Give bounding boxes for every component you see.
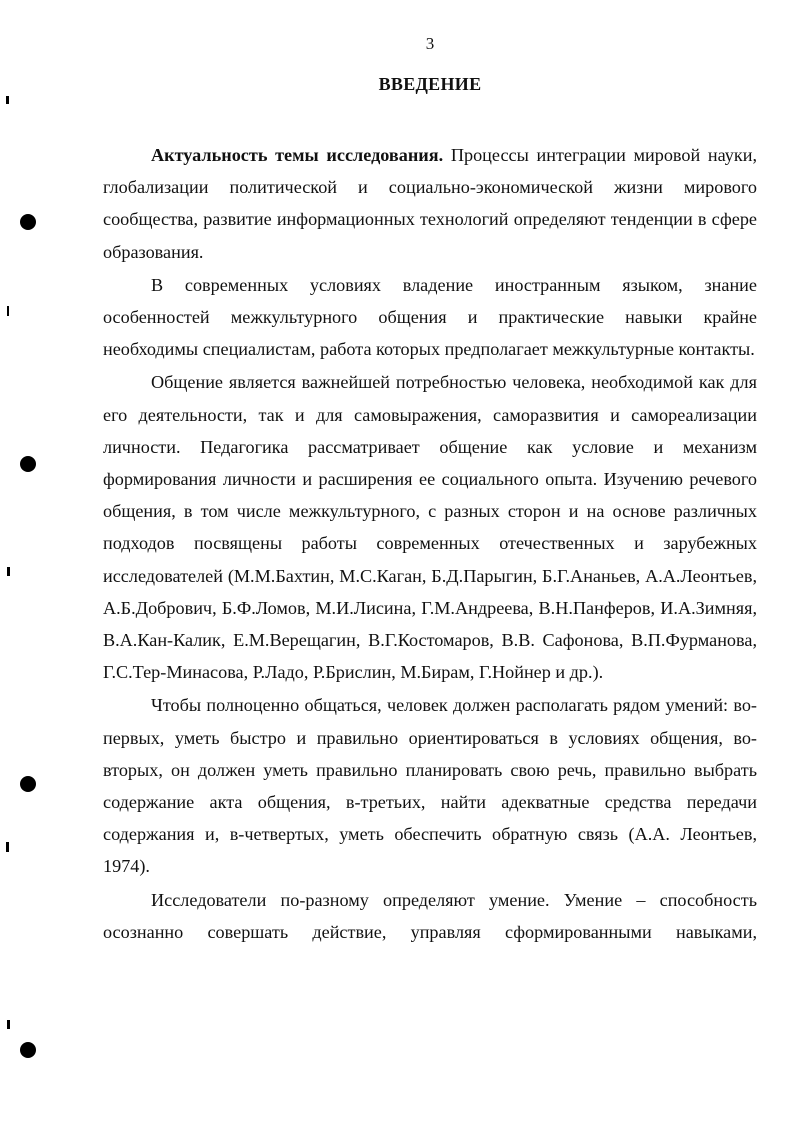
binder-hole-mark bbox=[20, 214, 36, 230]
binder-hole-mark bbox=[20, 456, 36, 472]
paragraph-definition: Исследователи по-разному определяют умение. Умение – способность осознанно совершать действие, управляя сформированными навыками, bbox=[103, 889, 757, 942]
scan-tick-mark bbox=[6, 842, 9, 852]
paragraph-text: Процессы интеграции мировой науки, глобализации политической и социально-экономической жизни мирового сообщества, развитие информационных технологий определяют тенденции в сфере образования. bbox=[103, 145, 757, 262]
scan-tick-mark bbox=[7, 306, 9, 316]
paragraph-skills: Чтобы полноценно общаться, человек должен располагать рядом умений: во-первых, уметь быстро и правильно ориентироваться в условиях общения, во-вторых, он должен уметь правильно планировать свою речь, правильно выбрать содержание акта общения, в-третьих, найти адекватные средства передачи содержания и, в-четвертых, уметь обеспечить обратную связь (А.А. Леонтьев, 1974). bbox=[103, 695, 757, 877]
page-number: 3 bbox=[425, 34, 435, 53]
scan-tick-mark bbox=[6, 96, 9, 104]
paragraph-communication: Общение является важнейшей потребностью человека, необходимой как для его деятельности, так и для самовыражения, саморазвития и самореализации личности. Педагогика рассматривает общение как условие и механизм формирования личности и расширения ее социального опыта. Изучению речевого общения, в том числе межкультурного, с разных сторон и на основе различных подходов посвящены работы современных отечественных и зарубежных исследователей (М.М.Бахтин, М.С.Каган, Б.Д.Парыгин, Б.Г.Ананьев, А.А.Леонтьев, А.Б.Добрович, Б.Ф.Ломов, М.И.Лисина, Г.М.Андреева, В.Н.Панферов, И.А.Зимняя, В.А.Кан-Калик, Е.М.Верещагин, В.Г.Костомаров, В.В. Сафонова, В.П.Фурманова, Г.С.Тер-Минасова, Р.Ладо, Р.Брислин, М.Бирам, Г.Нойнер и др.). bbox=[103, 372, 757, 683]
paragraph-relevance bbox=[103, 139, 757, 268]
binder-hole-mark bbox=[20, 1042, 36, 1058]
section-heading: ВВЕДЕНИЕ bbox=[378, 74, 482, 94]
scan-tick-mark bbox=[7, 1020, 10, 1029]
main-text bbox=[103, 139, 757, 948]
paragraph-lead: Актуальность темы исследования. bbox=[151, 145, 444, 165]
paragraph-conditions: В современных условиях владение иностранным языком, знание особенностей межкультурного общения и практические навыки крайне необходимы специалистам, работа которых предполагает межкультурные контакты. bbox=[103, 274, 757, 360]
binder-hole-mark bbox=[20, 776, 36, 792]
scan-tick-mark bbox=[7, 567, 10, 576]
